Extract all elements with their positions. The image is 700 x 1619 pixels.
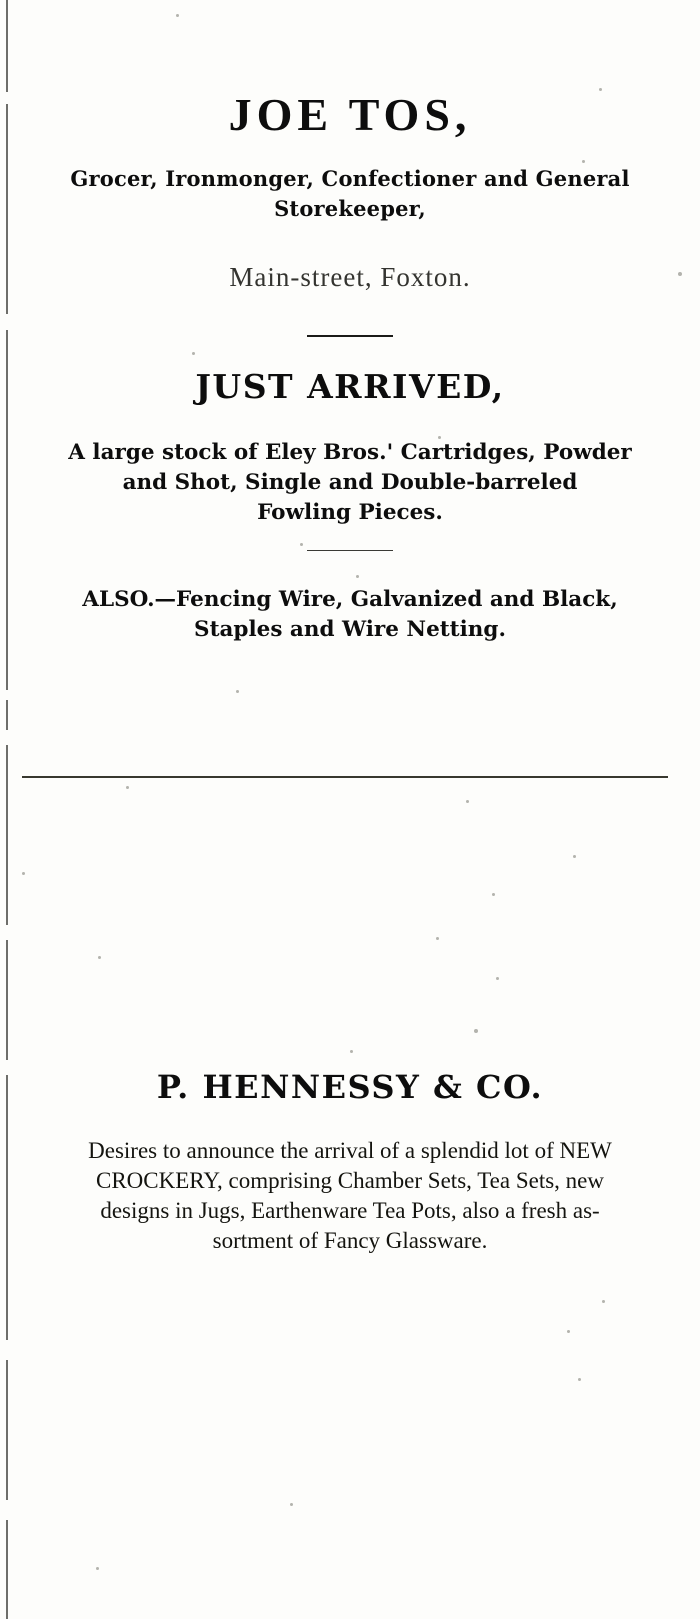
column-rule-segment [6,745,8,925]
advertisement-joe-tos [0,89,700,645]
ad-also-line-1: ALSO.—Fencing Wire, Galvanized and Black, [82,587,618,612]
scan-speck [567,1330,570,1333]
ad-body-line-1: Desires to announce the arrival of a splendid lot of NEW [88,1138,612,1163]
scan-speck [290,1503,293,1506]
scan-speck [466,800,469,803]
scan-speck [599,88,602,91]
ad-body-line-2: and Shot, Single and Double-barreled [122,470,578,495]
ad-also-line-2: Staples and Wire Netting. [194,617,506,642]
scan-speck [176,14,179,17]
scan-speck [22,872,25,875]
ad-address: Main-street, Foxton. [229,262,471,292]
ad-separator-rule [22,776,668,778]
scan-speck [300,543,303,546]
scan-speck [678,272,682,276]
ad-title-joe-tos: JOE TOS, [228,89,472,140]
ad-subtitle-line-2: Storekeeper, [274,196,426,221]
scan-speck [573,855,576,858]
scan-speck [438,436,441,439]
column-rule-segment [6,1520,8,1619]
ad-body-line-3: Fowling Pieces. [257,500,443,525]
scan-speck [474,1029,478,1033]
scan-speck [356,575,359,578]
ad-body-line-3: designs in Jugs, Earthenware Tea Pots, also a fresh as- [100,1198,600,1223]
scan-speck [436,937,439,940]
ad-subtitle-line-1: Grocer, Ironmonger, Confectioner and General [70,166,630,191]
scan-speck [496,977,499,980]
ad-heading-just-arrived: JUST ARRIVED, [195,367,505,406]
column-rule-segment [6,700,8,730]
scan-speck [492,893,495,896]
ad-body-line-2: CROCKERY, comprising Chamber Sets, Tea Sets, new [96,1168,604,1193]
scan-speck [96,1567,99,1570]
ad-body-line-1: A large stock of Eley Bros.' Cartridges, Powder [68,440,632,465]
ad-title-hennessy: P. HENNESSY & CO. [156,1068,544,1106]
scan-speck [192,352,195,355]
advertisement-hennessy [0,1068,700,1256]
ad-body-hennessy [0,1136,700,1256]
scan-speck [350,1050,353,1053]
column-rule-segment [6,940,8,1060]
scan-speck [578,1378,581,1381]
column-rule-segment [6,0,8,92]
scan-speck [582,160,585,163]
scan-speck [602,1300,605,1303]
scan-speck [98,956,101,959]
scan-speck [126,786,129,789]
ad-body-line-4: sortment of Fancy Glassware. [212,1228,488,1253]
scan-speck [236,690,239,693]
column-rule-segment [6,1360,8,1500]
